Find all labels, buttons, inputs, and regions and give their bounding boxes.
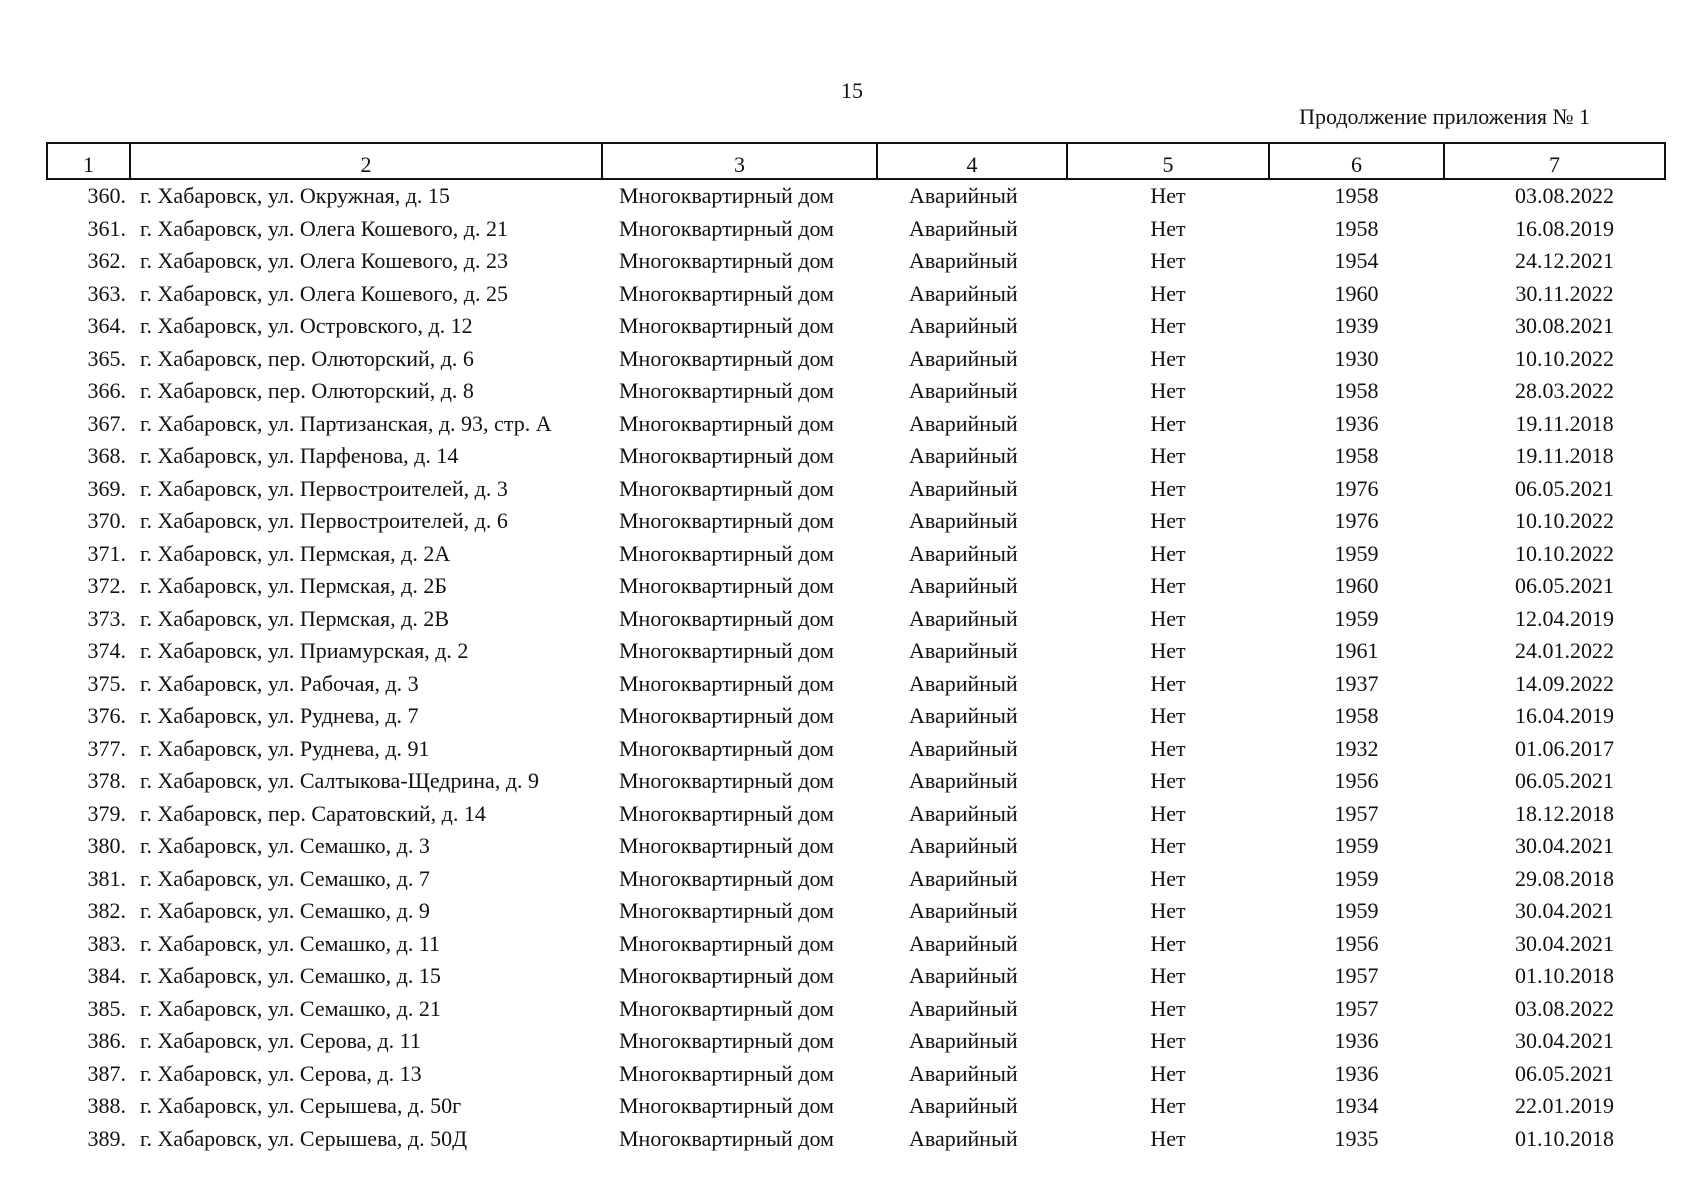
year-cell: 1957 (1334, 963, 1379, 988)
column-header-4: 4 (877, 143, 1067, 179)
table-row (47, 505, 1665, 538)
address-cell: г. Хабаровск, ул. Рабочая, д. 3 (140, 670, 419, 696)
condition-cell: Аварийный (909, 573, 1018, 598)
row-number-cell: 372. (87, 573, 126, 598)
date-cell: 06.05.2021 (1515, 475, 1614, 501)
date-cell: 06.05.2021 (1515, 573, 1614, 598)
flag-cell: Нет (1150, 833, 1186, 858)
row-number-cell: 374. (87, 638, 126, 663)
date-cell: 22.01.2019 (1515, 1093, 1614, 1118)
condition-cell: Аварийный (909, 670, 1018, 696)
condition-cell: Аварийный (909, 345, 1018, 371)
date-cell: 01.10.2018 (1515, 1125, 1614, 1151)
flag-cell: Нет (1150, 898, 1186, 923)
year-cell: 1932 (1334, 735, 1379, 761)
address-cell: г. Хабаровск, ул. Серышева, д. 50г (140, 1093, 462, 1118)
date-cell: 10.10.2022 (1515, 508, 1614, 533)
condition-cell: Аварийный (909, 1028, 1018, 1053)
table-row (47, 668, 1665, 701)
flag-cell: Нет (1150, 475, 1186, 501)
address-cell: г. Хабаровск, ул. Первостроителей, д. 6 (140, 508, 508, 533)
flag-cell: Нет (1150, 410, 1186, 436)
table-row (47, 1058, 1665, 1091)
year-cell: 1937 (1334, 670, 1379, 696)
condition-cell: Аварийный (909, 605, 1018, 631)
row-number-cell: 362. (87, 248, 126, 273)
flag-cell: Нет (1150, 1060, 1186, 1086)
date-cell: 28.03.2022 (1515, 378, 1614, 403)
year-cell: 1934 (1334, 1093, 1379, 1118)
condition-cell: Аварийный (909, 378, 1018, 403)
table-row (47, 570, 1665, 603)
table-row (47, 603, 1665, 636)
flag-cell: Нет (1150, 638, 1186, 663)
row-number-cell: 384. (87, 963, 126, 988)
year-cell: 1954 (1334, 248, 1379, 273)
year-cell: 1958 (1334, 215, 1379, 241)
row-number-cell: 379. (87, 800, 126, 826)
building-type-cell: Многоквартирный дом (619, 865, 834, 891)
row-number-cell: 377. (87, 735, 126, 761)
table-row (47, 375, 1665, 408)
date-cell: 30.11.2022 (1515, 280, 1614, 306)
address-cell: г. Хабаровск, ул. Салтыкова-Щедрина, д. 9 (140, 768, 540, 793)
building-type-cell: Многоквартирный дом (619, 703, 834, 728)
flag-cell: Нет (1150, 573, 1186, 598)
address-cell: г. Хабаровск, пер. Олюторский, д. 6 (140, 345, 474, 371)
column-header-3: 3 (602, 143, 877, 179)
address-cell: г. Хабаровск, ул. Пермская, д. 2Б (140, 573, 447, 598)
year-cell: 1956 (1334, 768, 1379, 793)
building-type-cell: Многоквартирный дом (619, 638, 834, 663)
row-number-cell: 389. (87, 1125, 126, 1151)
condition-cell: Аварийный (909, 475, 1018, 501)
year-cell: 1958 (1334, 378, 1379, 403)
table-row (47, 993, 1665, 1026)
date-cell: 12.04.2019 (1515, 605, 1614, 631)
building-type-cell: Многоквартирный дом (619, 735, 834, 761)
year-cell: 1976 (1334, 508, 1379, 533)
condition-cell: Аварийный (909, 735, 1018, 761)
row-number-cell: 363. (87, 280, 126, 306)
row-number-cell: 387. (87, 1060, 126, 1086)
year-cell: 1959 (1334, 865, 1379, 891)
address-cell: г. Хабаровск, ул. Семашко, д. 21 (140, 995, 441, 1021)
flag-cell: Нет (1150, 1125, 1186, 1151)
building-type-cell: Многоквартирный дом (619, 280, 834, 306)
address-cell: г. Хабаровск, пер. Саратовский, д. 14 (140, 800, 486, 826)
date-cell: 30.04.2021 (1515, 930, 1614, 956)
condition-cell: Аварийный (909, 1060, 1018, 1086)
building-type-cell: Многоквартирный дом (619, 313, 834, 338)
flag-cell: Нет (1150, 1028, 1186, 1053)
year-cell: 1959 (1334, 540, 1379, 566)
table-row (47, 408, 1665, 441)
table-row (47, 278, 1665, 311)
date-cell: 30.04.2021 (1515, 898, 1614, 923)
address-cell: г. Хабаровск, ул. Олега Кошевого, д. 25 (140, 280, 508, 306)
building-type-cell: Многоквартирный дом (619, 605, 834, 631)
condition-cell: Аварийный (909, 963, 1018, 988)
row-number-cell: 380. (87, 833, 126, 858)
year-cell: 1935 (1334, 1125, 1379, 1151)
building-type-cell: Многоквартирный дом (619, 1028, 834, 1053)
building-type-cell: Многоквартирный дом (619, 768, 834, 793)
flag-cell: Нет (1150, 313, 1186, 338)
date-cell: 14.09.2022 (1515, 670, 1614, 696)
address-cell: г. Хабаровск, ул. Семашко, д. 15 (140, 963, 441, 988)
flag-cell: Нет (1150, 800, 1186, 826)
table-row (47, 960, 1665, 993)
address-cell: г. Хабаровск, ул. Семашко, д. 7 (140, 865, 430, 891)
table-row (47, 830, 1665, 863)
date-cell: 06.05.2021 (1515, 1060, 1614, 1086)
condition-cell: Аварийный (909, 313, 1018, 338)
table-row (47, 733, 1665, 766)
building-type-cell: Многоквартирный дом (619, 1093, 834, 1118)
table-row (47, 343, 1665, 376)
column-header-1: 1 (47, 143, 130, 179)
table-row (47, 1123, 1665, 1156)
flag-cell: Нет (1150, 768, 1186, 793)
column-header-6: 6 (1269, 143, 1444, 179)
date-cell: 24.01.2022 (1515, 638, 1614, 663)
table-row (47, 928, 1665, 961)
address-cell: г. Хабаровск, ул. Семашко, д. 11 (140, 930, 441, 956)
address-cell: г. Хабаровск, ул. Пермская, д. 2В (140, 605, 449, 631)
date-cell: 19.11.2018 (1515, 443, 1614, 468)
building-type-cell: Многоквартирный дом (619, 800, 834, 826)
row-number-cell: 373. (87, 605, 126, 631)
table-row (47, 798, 1665, 831)
building-type-cell: Многоквартирный дом (619, 963, 834, 988)
date-cell: 10.10.2022 (1515, 540, 1614, 566)
table-row (47, 765, 1665, 798)
flag-cell: Нет (1150, 605, 1186, 631)
table-row (47, 440, 1665, 473)
condition-cell: Аварийный (909, 995, 1018, 1021)
address-cell: г. Хабаровск, ул. Парфенова, д. 14 (140, 443, 459, 468)
building-type-cell: Многоквартирный дом (619, 378, 834, 403)
condition-cell: Аварийный (909, 833, 1018, 858)
flag-cell: Нет (1150, 995, 1186, 1021)
condition-cell: Аварийный (909, 540, 1018, 566)
building-type-cell: Многоквартирный дом (619, 995, 834, 1021)
building-type-cell: Многоквартирный дом (619, 410, 834, 436)
table-row (47, 635, 1665, 668)
address-cell: г. Хабаровск, ул. Приамурская, д. 2 (140, 638, 469, 663)
condition-cell: Аварийный (909, 1093, 1018, 1118)
row-number-cell: 383. (87, 930, 126, 956)
page-number: 15 (841, 78, 863, 103)
date-cell: 29.08.2018 (1515, 865, 1614, 891)
address-cell: г. Хабаровск, ул. Семашко, д. 3 (140, 833, 430, 858)
table-row (47, 213, 1665, 246)
column-header-2: 2 (130, 143, 602, 179)
row-number-cell: 361. (87, 215, 126, 241)
table-row (47, 473, 1665, 506)
year-cell: 1936 (1334, 410, 1379, 436)
flag-cell: Нет (1150, 930, 1186, 956)
flag-cell: Нет (1150, 1093, 1186, 1118)
flag-cell: Нет (1150, 378, 1186, 403)
date-cell: 16.08.2019 (1515, 215, 1614, 241)
row-number-cell: 378. (87, 768, 126, 793)
address-cell: г. Хабаровск, ул. Первостроителей, д. 3 (140, 475, 508, 501)
year-cell: 1959 (1334, 898, 1379, 923)
year-cell: 1957 (1334, 800, 1379, 826)
building-type-cell: Многоквартирный дом (619, 248, 834, 273)
row-number-cell: 376. (87, 703, 126, 728)
address-cell: г. Хабаровск, ул. Окружная, д. 15 (140, 183, 450, 208)
building-type-cell: Многоквартирный дом (619, 898, 834, 923)
address-cell: г. Хабаровск, ул. Семашко, д. 9 (140, 898, 430, 923)
condition-cell: Аварийный (909, 508, 1018, 533)
flag-cell: Нет (1150, 540, 1186, 566)
date-cell: 01.10.2018 (1515, 963, 1614, 988)
flag-cell: Нет (1150, 670, 1186, 696)
year-cell: 1958 (1334, 443, 1379, 468)
table-row (47, 700, 1665, 733)
housing-registry-table (46, 142, 1666, 1155)
building-type-cell: Многоквартирный дом (619, 1060, 834, 1086)
row-number-cell: 371. (87, 540, 126, 566)
table-row (47, 310, 1665, 343)
address-cell: г. Хабаровск, ул. Партизанская, д. 93, стр. А (140, 410, 552, 436)
date-cell: 30.04.2021 (1515, 1028, 1614, 1053)
table-row (47, 1090, 1665, 1123)
date-cell: 03.08.2022 (1515, 183, 1614, 208)
address-cell: г. Хабаровск, ул. Пермская, д. 2А (140, 540, 451, 566)
row-number-cell: 386. (87, 1028, 126, 1053)
building-type-cell: Многоквартирный дом (619, 215, 834, 241)
row-number-cell: 375. (87, 670, 126, 696)
building-type-cell: Многоквартирный дом (619, 475, 834, 501)
year-cell: 1957 (1334, 995, 1379, 1021)
condition-cell: Аварийный (909, 930, 1018, 956)
condition-cell: Аварийный (909, 183, 1018, 208)
flag-cell: Нет (1150, 443, 1186, 468)
condition-cell: Аварийный (909, 768, 1018, 793)
column-header-7: 7 (1444, 143, 1665, 179)
address-cell: г. Хабаровск, ул. Серышева, д. 50Д (140, 1125, 468, 1151)
building-type-cell: Многоквартирный дом (619, 670, 834, 696)
date-cell: 16.04.2019 (1515, 703, 1614, 728)
row-number-cell: 382. (87, 898, 126, 923)
appendix-continuation-note: Продолжение приложения № 1 (1299, 104, 1590, 129)
year-cell: 1936 (1334, 1060, 1379, 1086)
row-number-cell: 365. (87, 345, 126, 371)
row-number-cell: 381. (87, 865, 126, 891)
row-number-cell: 366. (87, 378, 126, 403)
column-number-header-row (47, 143, 1665, 179)
address-cell: г. Хабаровск, пер. Олюторский, д. 8 (140, 378, 474, 403)
condition-cell: Аварийный (909, 280, 1018, 306)
building-type-cell: Многоквартирный дом (619, 443, 834, 468)
row-number-cell: 388. (87, 1093, 126, 1118)
date-cell: 30.04.2021 (1515, 833, 1614, 858)
year-cell: 1958 (1334, 703, 1379, 728)
condition-cell: Аварийный (909, 800, 1018, 826)
condition-cell: Аварийный (909, 898, 1018, 923)
column-header-5: 5 (1067, 143, 1269, 179)
year-cell: 1930 (1334, 345, 1379, 371)
building-type-cell: Многоквартирный дом (619, 508, 834, 533)
building-type-cell: Многоквартирный дом (619, 573, 834, 598)
condition-cell: Аварийный (909, 638, 1018, 663)
condition-cell: Аварийный (909, 443, 1018, 468)
year-cell: 1959 (1334, 833, 1379, 858)
row-number-cell: 370. (87, 508, 126, 533)
flag-cell: Нет (1150, 280, 1186, 306)
condition-cell: Аварийный (909, 865, 1018, 891)
flag-cell: Нет (1150, 735, 1186, 761)
flag-cell: Нет (1150, 508, 1186, 533)
table-row (47, 1025, 1665, 1058)
address-cell: г. Хабаровск, ул. Серова, д. 11 (140, 1028, 421, 1053)
year-cell: 1960 (1334, 280, 1379, 306)
table-body (47, 179, 1665, 1155)
year-cell: 1961 (1334, 638, 1379, 663)
address-cell: г. Хабаровск, ул. Руднева, д. 7 (140, 703, 419, 728)
date-cell: 03.08.2022 (1515, 995, 1614, 1021)
table-row (47, 895, 1665, 928)
condition-cell: Аварийный (909, 215, 1018, 241)
building-type-cell: Многоквартирный дом (619, 345, 834, 371)
year-cell: 1936 (1334, 1028, 1379, 1053)
row-number-cell: 369. (87, 475, 126, 501)
flag-cell: Нет (1150, 215, 1186, 241)
row-number-cell: 385. (87, 995, 126, 1021)
year-cell: 1958 (1334, 183, 1379, 208)
building-type-cell: Многоквартирный дом (619, 833, 834, 858)
date-cell: 24.12.2021 (1515, 248, 1614, 273)
date-cell: 06.05.2021 (1515, 768, 1614, 793)
address-cell: г. Хабаровск, ул. Олега Кошевого, д. 21 (140, 215, 508, 241)
table-row (47, 179, 1665, 213)
table-row (47, 863, 1665, 896)
date-cell: 18.12.2018 (1515, 800, 1614, 826)
date-cell: 19.11.2018 (1515, 410, 1614, 436)
year-cell: 1960 (1334, 573, 1379, 598)
building-type-cell: Многоквартирный дом (619, 1125, 834, 1151)
building-type-cell: Многоквартирный дом (619, 540, 834, 566)
flag-cell: Нет (1150, 865, 1186, 891)
flag-cell: Нет (1150, 183, 1186, 208)
flag-cell: Нет (1150, 248, 1186, 273)
table-row (47, 245, 1665, 278)
condition-cell: Аварийный (909, 248, 1018, 273)
building-type-cell: Многоквартирный дом (619, 930, 834, 956)
address-cell: г. Хабаровск, ул. Олега Кошевого, д. 23 (140, 248, 508, 273)
row-number-cell: 368. (87, 443, 126, 468)
building-type-cell: Многоквартирный дом (619, 183, 834, 208)
year-cell: 1976 (1334, 475, 1379, 501)
condition-cell: Аварийный (909, 703, 1018, 728)
date-cell: 30.08.2021 (1515, 313, 1614, 338)
address-cell: г. Хабаровск, ул. Островского, д. 12 (140, 313, 473, 338)
table-row (47, 538, 1665, 571)
row-number-cell: 360. (87, 183, 126, 208)
flag-cell: Нет (1150, 345, 1186, 371)
year-cell: 1939 (1334, 313, 1379, 338)
flag-cell: Нет (1150, 963, 1186, 988)
flag-cell: Нет (1150, 703, 1186, 728)
date-cell: 10.10.2022 (1515, 345, 1614, 371)
year-cell: 1956 (1334, 930, 1379, 956)
row-number-cell: 364. (87, 313, 126, 338)
condition-cell: Аварийный (909, 1125, 1018, 1151)
address-cell: г. Хабаровск, ул. Руднева, д. 91 (140, 735, 430, 761)
row-number-cell: 367. (87, 410, 126, 436)
year-cell: 1959 (1334, 605, 1379, 631)
date-cell: 01.06.2017 (1515, 735, 1614, 761)
address-cell: г. Хабаровск, ул. Серова, д. 13 (140, 1060, 422, 1086)
condition-cell: Аварийный (909, 410, 1018, 436)
